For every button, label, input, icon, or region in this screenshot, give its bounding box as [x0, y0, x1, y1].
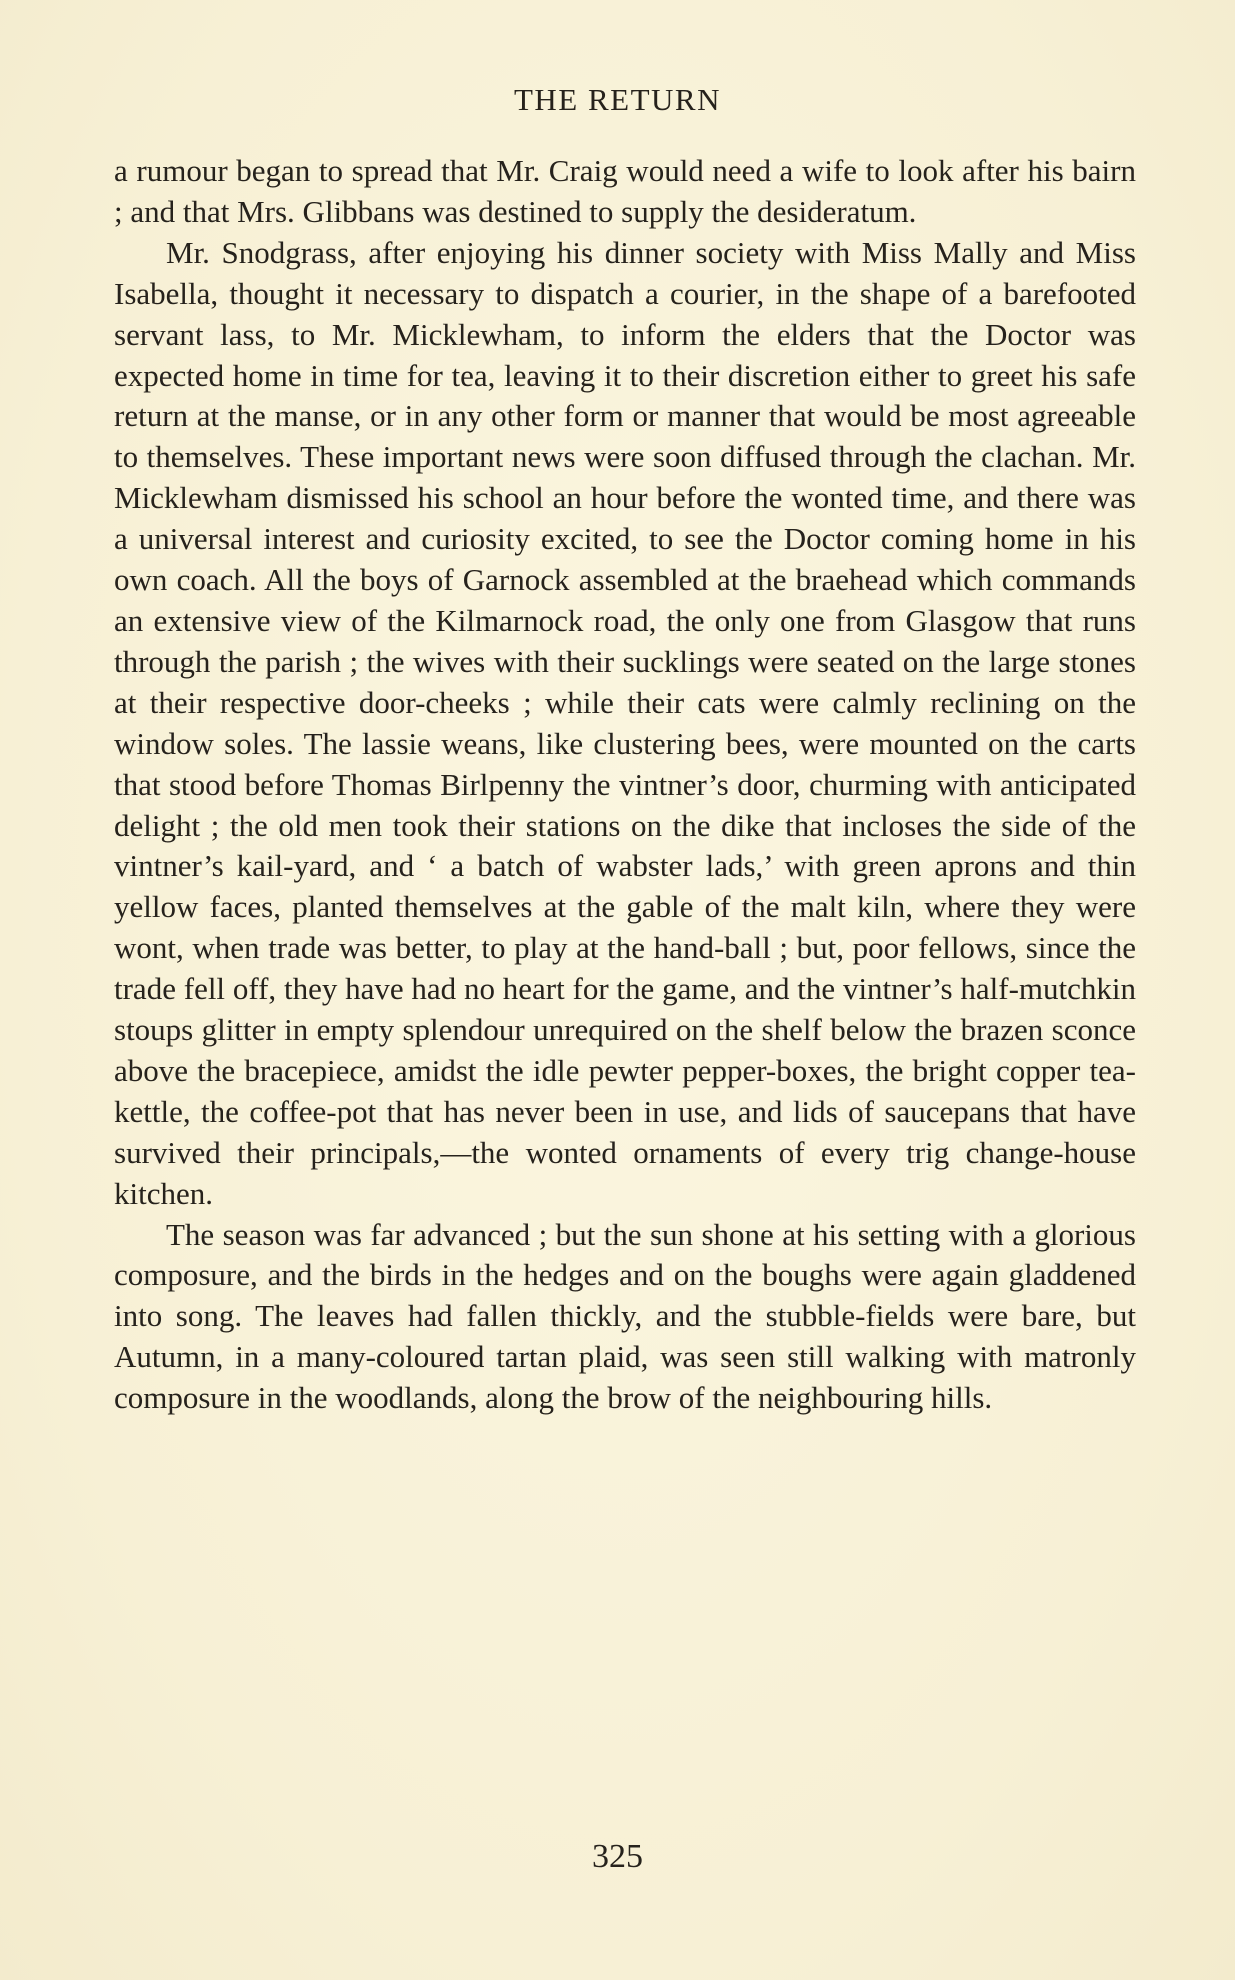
running-head: THE RETURN — [513, 82, 721, 117]
text-block — [114, 151, 1136, 1419]
page-number: 325 — [592, 1838, 643, 1875]
paragraph-continued: a rumour began to spread that Mr. Craig would need a wife to look after his bairn ; and that Mrs. Glibbans was destined to supply the desideratum. — [114, 153, 1136, 229]
paragraph-snodgrass-courier: Mr. Snodgrass, after enjoying his dinner society with Miss Mally and Miss Isabella, thought it necessary to dispatch a courier, in the shape of a barefooted servant lass, to Mr. Micklewham, to inform the elders that the Doctor was expected home in time for tea, leaving it to their discretion either to greet his safe return at the manse, or in any other form or manner that would be most agreeable to themselves. These important news were soon diffused through the clachan. Mr. Micklewham dismissed his school an hour before the wonted time, and there was a universal interest and curiosity excited, to see the Doctor coming home in his own coach. All the boys of Garnock assembled at the braehead which commands an extensive view of the Kilmarnock road, the only one from Glasgow that runs through the parish ; the wives with their sucklings were seated on the large stones at their respective door-cheeks ; while their cats were calmly reclining on the window soles. The lassie weans, like clustering bees, were mounted on the carts that stood before Thomas Birlpenny the vintner’s door, churming with anticipated delight ; the old men took their stations on the dike that incloses the side of the vintner’s kail-yard, and ‘ a batch of wabster lads,’ with green aprons and thin yellow faces, planted themselves at the gable of the malt kiln, where they were wont, when trade was better, to play at the hand-ball ; but, poor fellows, since the trade fell off, they have had no heart for the game, and the vintner’s half-mutchkin stoups glitter in empty splendour unrequired on the shelf below the brazen sconce above the bracepiece, amidst the idle pewter pepper-boxes, the bright copper tea-kettle, the coffee-pot that has never been in use, and lids of saucepans that have survived their principals,—the wonted ornaments of every trig change-house kitchen. — [114, 234, 1136, 1211]
paragraph-season-autumn: The season was far advanced ; but the sun shone at his setting with a glorious composure, and the birds in the hedges and on the boughs were again gladdened into song. The leaves had fallen thickly, and the stubble-fields were bare, but Autumn, in a many-coloured tartan plaid, was seen still walking with matronly composure in the woodlands, along the brow of the neighbouring hills. — [114, 1216, 1136, 1416]
